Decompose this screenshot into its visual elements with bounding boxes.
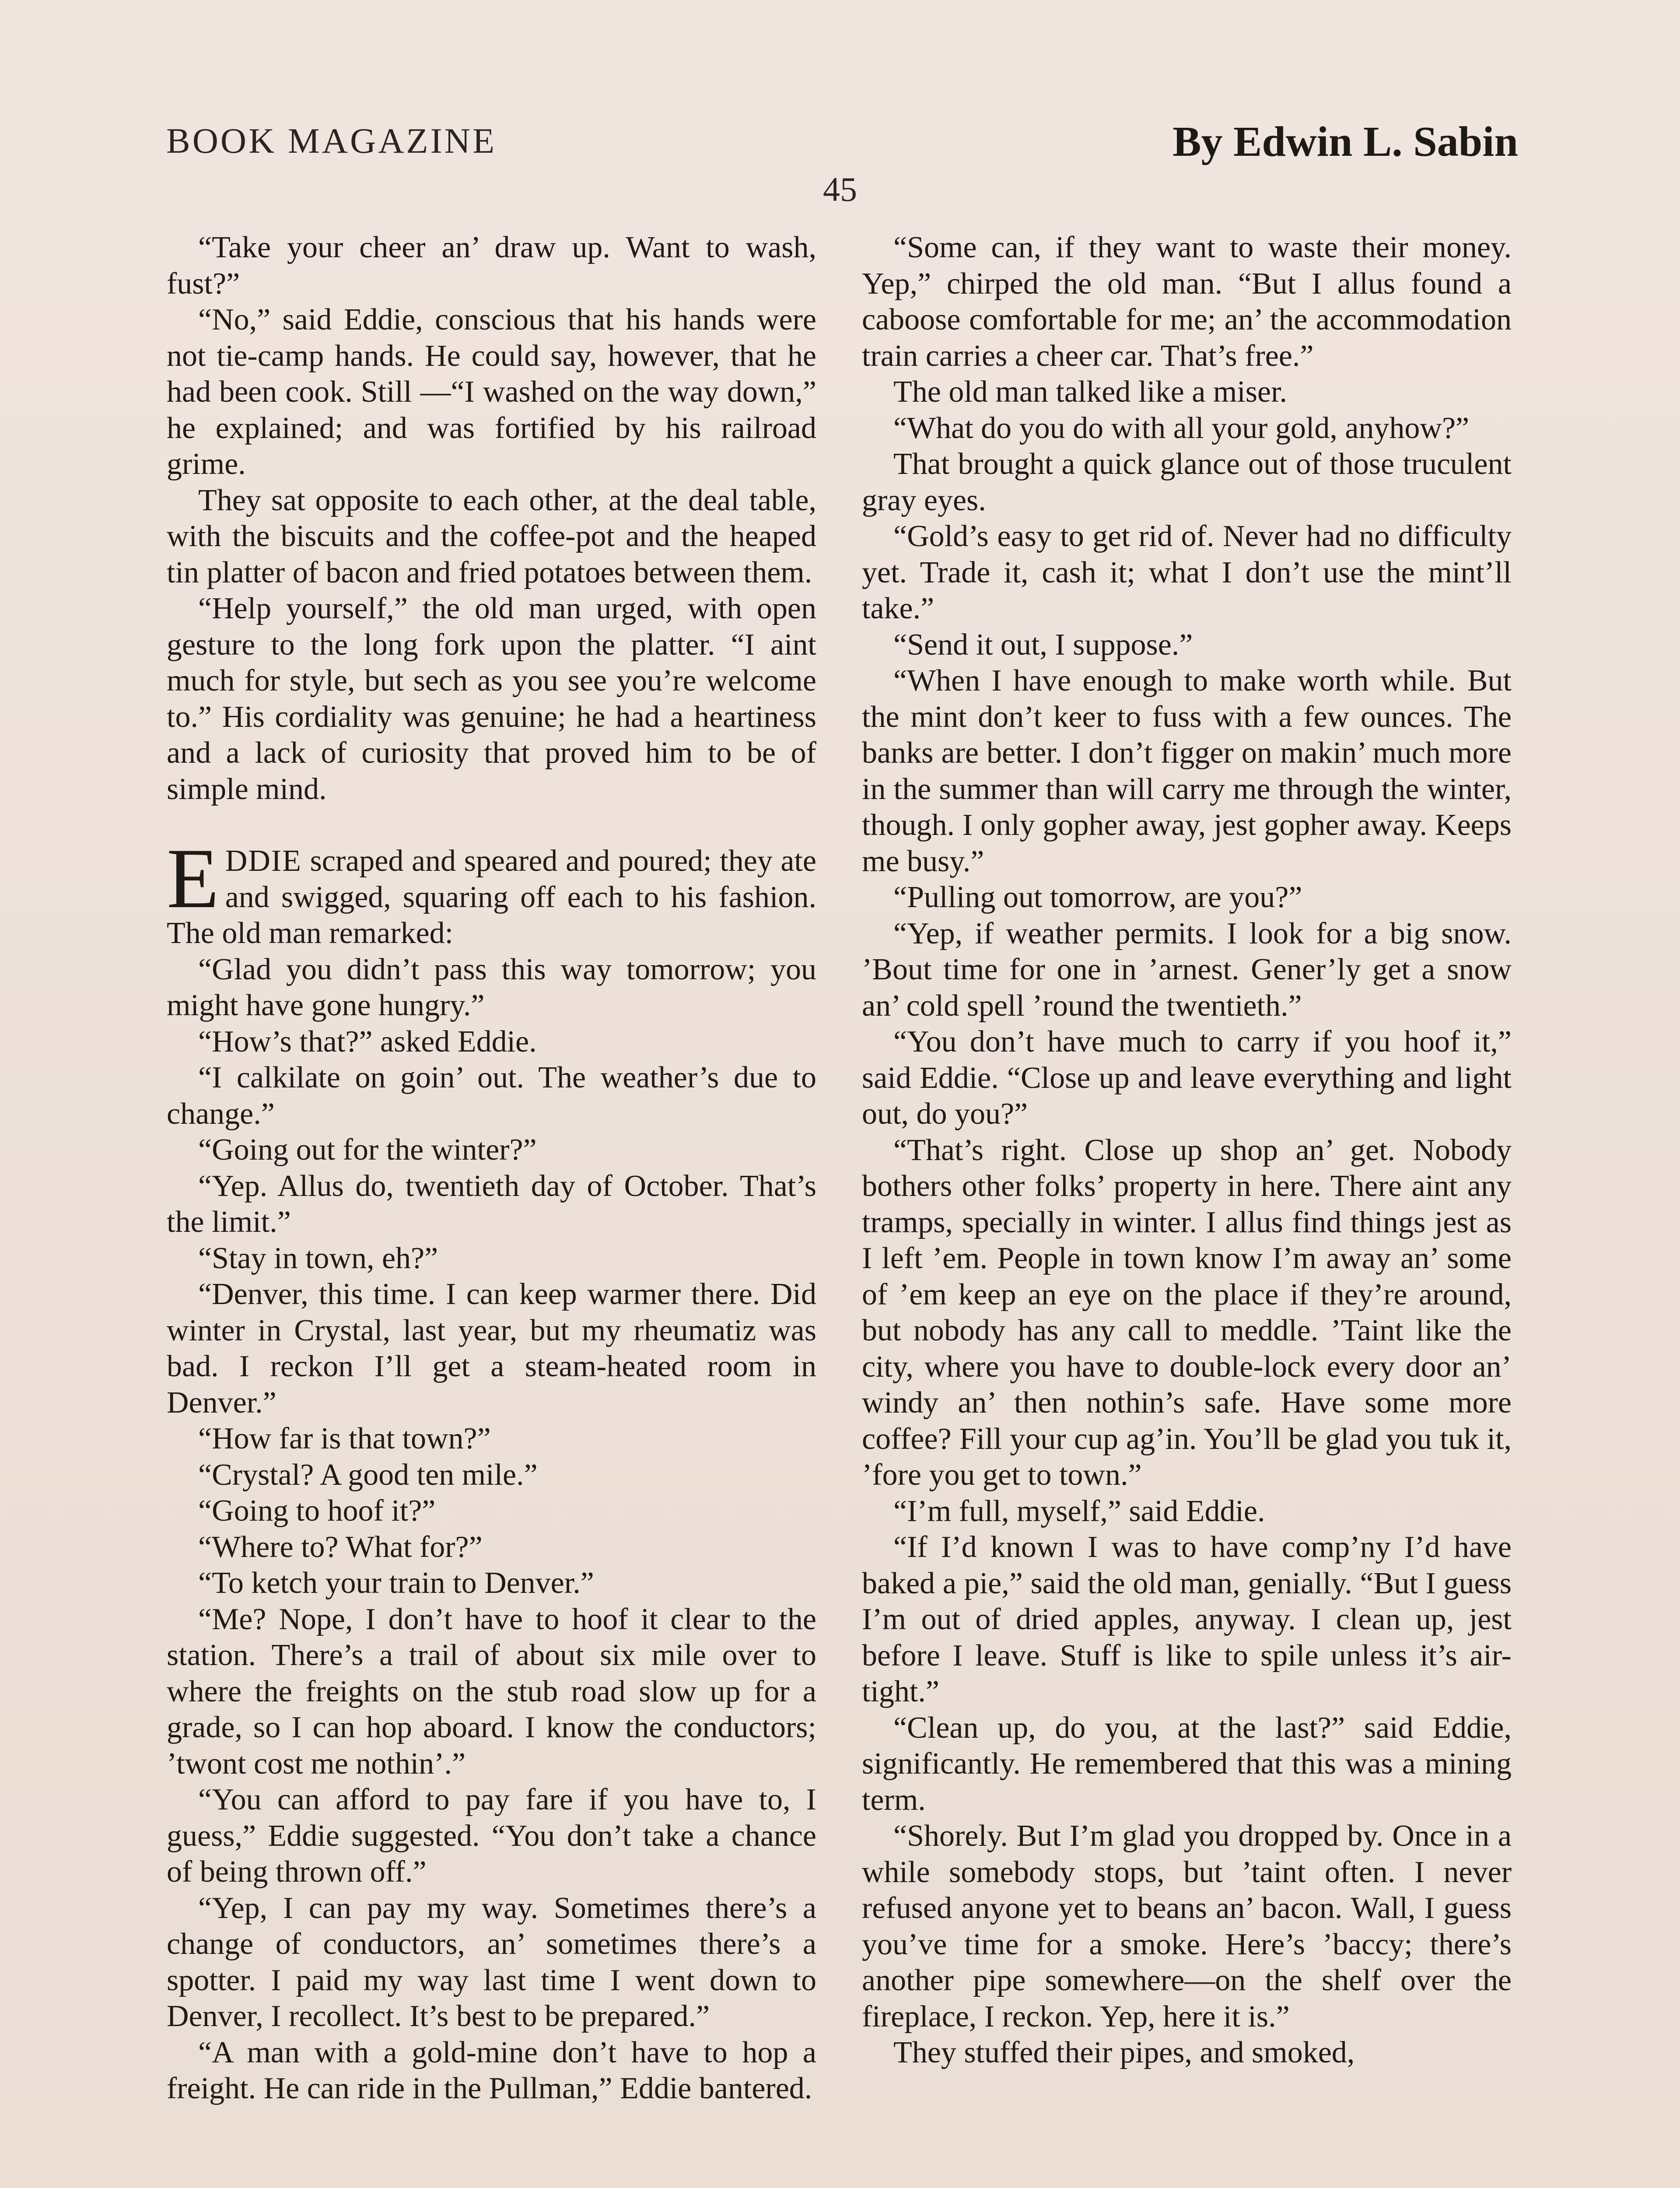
paragraph: That brought a quick glance out of those truculent gray eyes. (862, 447, 1512, 517)
paragraph: “Shorely. But I’m glad you dropped by. Once in a while somebody stops, but ’taint often. I never refused anyone yet to beans an’ bacon. Wall, I guess you’ve time for a smoke. Here’s ’baccy; there’s another pipe somewhere—on the shelf over the fireplace, I reckon. Yep, here it is.” (862, 1819, 1512, 2034)
paragraph: “Send it out, I suppose.” (893, 628, 1193, 662)
paragraph: “Help yourself,” the old man urged, with open gesture to the long fork upon the platter. “I aint much for style, but sech as you see you’re welcome to.” His cordiality was genuine; he had a heartiness and a lack of curiosity that proved him to be of simple mind. (167, 592, 816, 806)
paragraph: “I’m full, myself,” said Eddie. (893, 1494, 1265, 1528)
section-break (167, 807, 816, 843)
author-byline: By Edwin L. Sabin (1172, 118, 1518, 165)
paragraph: “Gold’s easy to get rid of. Never had no difficulty yet. Trade it, cash it; what I don’t use the mint’ll take.” (862, 519, 1512, 625)
paragraph: “You don’t have much to carry if you hoof it,” said Eddie. “Close up and leave everything and light out, do you?” (862, 1025, 1512, 1131)
paragraph: “Glad you didn’t pass this way tomorrow; you might have gone hungry.” (167, 952, 816, 1022)
paragraph: “What do you do with all your gold, anyhow?” (893, 411, 1470, 445)
paragraph: “Clean up, do you, at the last?” said Eddie, significantly. He remembered that this was a mining term. (862, 1711, 1512, 1817)
running-head: BOOK MAGAZINE (166, 121, 497, 161)
paragraph: “How’s that?” asked Eddie. (198, 1024, 537, 1059)
drop-cap: E (167, 831, 219, 926)
paragraph: “To ketch your train to Denver.” (198, 1566, 594, 1600)
page-number: 45 (823, 170, 857, 208)
section-opening-paragraph (167, 831, 816, 952)
lead-word: DDIE (225, 844, 302, 878)
paragraph: “Take your cheer an’ draw up. Want to wash, fust?” (167, 231, 816, 301)
paragraph: “Going to hoof it?” (198, 1494, 436, 1528)
left-column (167, 230, 816, 2107)
paragraph: “No,” said Eddie, conscious that his hands were not tie-camp hands. He could say, however, that he had been cook. Still —“I washed on the way down,” he explained; and was fortified by his railroad grime. (167, 303, 816, 481)
paragraph: They stuffed their pipes, and smoked, (893, 2036, 1355, 2069)
paragraph: “Me? Nope, I don’t have to hoof it clear to the station. There’s a trail of about six mile over to where the freights on the stub road slow up for a grade, so I can hop aboard. I know the conductors; ’twont cost me nothin’.” (167, 1602, 816, 1781)
paragraph: They sat opposite to each other, at the deal table, with the biscuits and the coffee-pot and the heaped tin platter of bacon and fried potatoes between them. (167, 483, 816, 589)
paragraph: “Some can, if they want to waste their money. Yep,” chirped the old man. “But I allus found a caboose comfortable for me; an’ the accommodation train carries a cheer car. That’s free.” (862, 231, 1512, 373)
paragraph: “Yep, if weather permits. I look for a big snow. ’Bout time for one in ’arnest. Gener’ly get a snow an’ cold spell ’round the twentieth.” (862, 916, 1512, 1023)
paragraph: “I calkilate on goin’ out. The weather’s due to change.” (167, 1061, 816, 1131)
paragraph-text: scraped and speared and poured; they ate and swigged, squaring off each to his fashion. The old man remarked: (167, 844, 816, 950)
paragraph: “A man with a gold-mine don’t have to hop a freight. He can ride in the Pullman,” Eddie bantered. (167, 2035, 816, 2105)
paragraph: The old man talked like a miser. (893, 375, 1288, 409)
paragraph: “If I’d known I was to have comp’ny I’d have baked a pie,” said the old man, genially. “But I guess I’m out of dried apples, anyway. I clean up, jest before I leave. Stuff is like to spile unless it’s air-tight.” (862, 1530, 1512, 1708)
paragraph: “Pulling out tomorrow, are you?” (893, 880, 1302, 914)
paragraph: “Stay in town, eh?” (198, 1241, 438, 1275)
paragraph: “Yep, I can pay my way. Sometimes there’s a change of conductors, an’ sometimes there’s a spotter. I paid my way last time I went down to Denver, I recollect. It’s best to be prepared.” (167, 1891, 816, 2033)
paragraph: “Crystal? A good ten mile.” (198, 1458, 538, 1492)
paragraph: “You can afford to pay fare if you have to, I guess,” Eddie suggested. “You don’t take a chance of being thrown off.” (167, 1783, 816, 1889)
paragraph: “Yep. Allus do, twentieth day of October. That’s the limit.” (167, 1169, 816, 1239)
paragraph: “When I have enough to make worth while. But the mint don’t keer to fuss with a few ounces. The banks are better. I don’t figger on makin’ much more in the summer than will carry me through the winter, though. I only gopher away, jest gopher away. Keeps me busy.” (862, 664, 1512, 878)
paragraph: “Going out for the winter?” (198, 1133, 537, 1167)
paragraph: “Denver, this time. I can keep warmer there. Did winter in Crystal, last year, but my rheumatiz was bad. I reckon I’ll get a steam-heated room in Denver.” (167, 1277, 816, 1420)
paragraph: “Where to? What for?” (198, 1530, 483, 1564)
paragraph: “How far is that town?” (198, 1422, 491, 1455)
right-column (862, 230, 1512, 2071)
paragraph: “That’s right. Close up shop an’ get. Nobody bothers other folks’ property in here. There aint any tramps, specially in winter. I allus find things jest as I left ’em. People in town know I’m away an’ some of ’em keep an eye on the place if they’re around, but nobody has any call to meddle. ’Taint like the city, where you have to double-lock every door an’ windy an’ then nothin’s safe. Have some more coffee? Fill your cup ag’in. You’ll be glad you tuk it, ’fore you get to town.” (862, 1133, 1512, 1492)
